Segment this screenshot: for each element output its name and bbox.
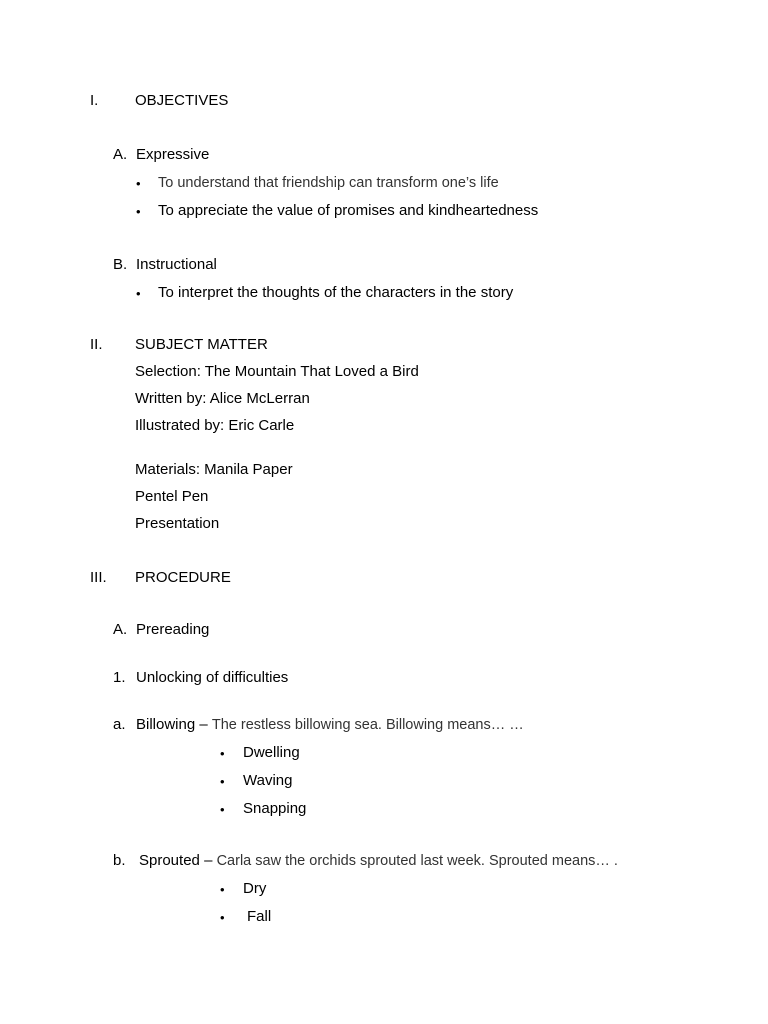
bullet-icon: •	[136, 286, 141, 301]
bullet-icon: •	[220, 774, 225, 789]
vocab-sentence: The restless billowing sea. Billowing means… …	[211, 717, 524, 733]
vocab-word-sprouted	[139, 852, 618, 870]
option-dwelling: Dwelling	[243, 744, 300, 761]
vocab-letter-a: a.	[113, 716, 126, 733]
section-heading-objectives: OBJECTIVES	[135, 92, 229, 109]
section-heading-procedure: PROCEDURE	[135, 569, 231, 586]
illustrated-by-line: Illustrated by: Eric Carle	[135, 417, 295, 434]
subsection-label-expressive: Expressive	[136, 146, 210, 163]
bullet-icon: •	[136, 176, 141, 191]
vocab-word: Billowing	[136, 716, 196, 733]
vocab-word: Sprouted	[139, 852, 200, 869]
step-label-unlocking: Unlocking of difficulties	[136, 669, 289, 686]
section-numeral-objectives: I.	[90, 92, 99, 109]
option-snapping: Snapping	[243, 800, 307, 817]
bullet-icon: •	[136, 204, 141, 219]
subsection-letter-prereading: A.	[113, 621, 128, 638]
bullet-icon: •	[220, 802, 225, 817]
written-by-line: Written by: Alice McLerran	[135, 390, 310, 407]
subsection-label-instructional: Instructional	[136, 256, 217, 273]
option-waving: Waving	[243, 772, 293, 789]
expressive-objective-1: To understand that friendship can transform one’s life	[158, 175, 499, 191]
vocab-word-billowing	[136, 716, 524, 734]
vocab-sentence: Carla saw the orchids sprouted last week. Sprouted means… .	[216, 853, 618, 869]
option-dry: Dry	[243, 880, 267, 897]
bullet-icon: •	[220, 882, 225, 897]
bullet-icon: •	[220, 746, 225, 761]
subsection-letter-expressive: A.	[113, 146, 128, 163]
section-numeral-subject-matter: II.	[90, 336, 103, 353]
expressive-objective-2: To appreciate the value of promises and kindheartedness	[158, 202, 539, 219]
section-numeral-procedure: III.	[90, 569, 107, 586]
section-heading-subject-matter: SUBJECT MATTER	[135, 336, 268, 353]
vocab-dash: –	[199, 716, 208, 733]
materials-line-3: Presentation	[135, 515, 220, 532]
bullet-icon: •	[220, 910, 225, 925]
vocab-letter-b: b.	[113, 852, 126, 869]
step-number-unlocking: 1.	[113, 669, 126, 686]
selection-line: Selection: The Mountain That Loved a Bird	[135, 363, 419, 380]
subsection-letter-instructional: B.	[113, 256, 128, 273]
instructional-objective-1: To interpret the thoughts of the characters in the story	[158, 284, 514, 301]
materials-line-2: Pentel Pen	[135, 488, 209, 505]
option-fall: Fall	[247, 908, 272, 925]
materials-line-1: Materials: Manila Paper	[135, 461, 293, 478]
vocab-dash: –	[204, 852, 213, 869]
subsection-label-prereading: Prereading	[136, 621, 210, 638]
